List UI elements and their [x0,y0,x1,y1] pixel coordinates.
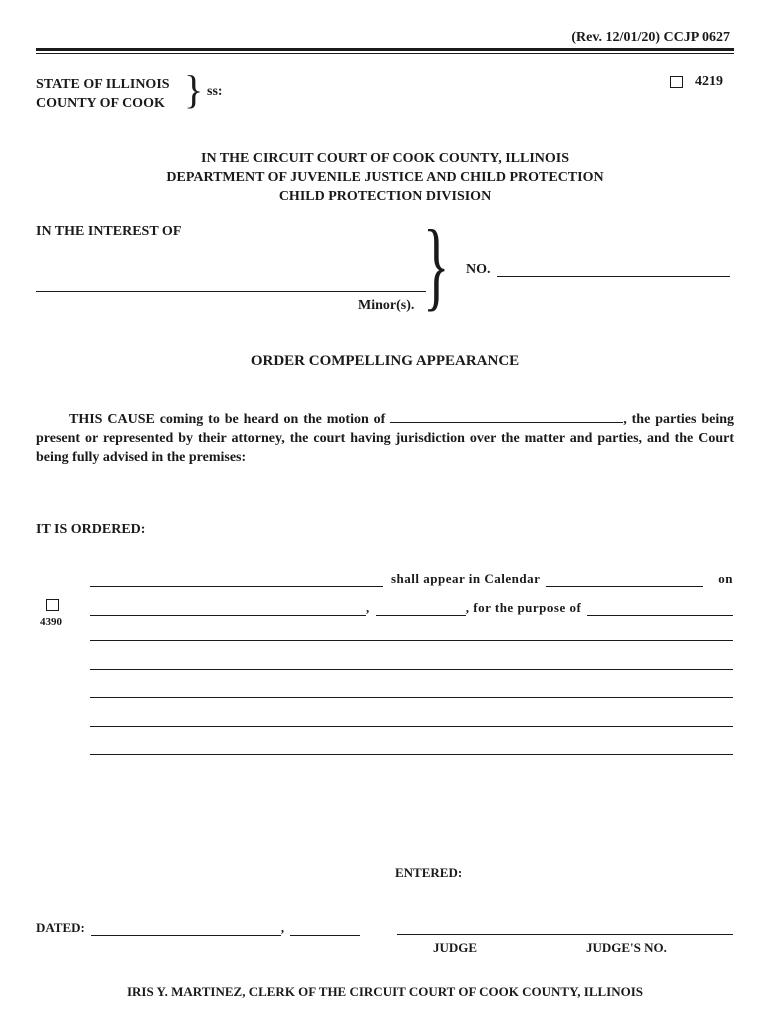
purpose-field[interactable] [587,603,733,616]
court-heading-line2: DEPARTMENT OF JUVENILE JUSTICE AND CHILD PROTECTION [166,170,604,185]
venue-block [36,75,170,113]
minor-name-field[interactable] [36,291,426,292]
purpose-line-1[interactable] [90,640,733,641]
caption-brace: } [423,209,450,320]
calendar-field[interactable] [546,574,703,587]
court-heading-line3: CHILD PROTECTION DIVISION [278,189,492,204]
venue-brace: } [184,67,204,112]
judge-signature-field[interactable] [397,934,733,935]
code-4219-label: 4219 [695,74,723,89]
state-line: STATE OF ILLINOIS [36,77,170,92]
purpose-line-3[interactable] [90,697,733,698]
purpose-line-4[interactable] [90,726,733,727]
on-text: on [718,571,733,586]
appear-text: shall appear in Calendar [391,571,541,586]
dated-comma: , [280,920,285,935]
dated-day-field[interactable] [91,923,281,936]
in-interest-of-label: IN THE INTEREST OF [36,224,182,239]
para-text-rest: , the parties being present or represented by their attorney, the court having jurisdiction over the matter and parties, and the Court being fully advised in the premises: [36,412,734,465]
appearing-party-field[interactable] [90,574,383,587]
order-title: ORDER COMPELLING APPEARANCE [250,353,520,369]
code-4219-checkbox[interactable] [670,76,683,88]
minors-label: Minor(s). [358,298,415,313]
case-number-field[interactable] [497,276,730,277]
header-rule [36,48,734,51]
purpose-line-2[interactable] [90,669,733,670]
judge-label: JUDGE [433,940,478,955]
appearance-row [90,571,733,587]
purpose-text: , for the purpose of [465,600,582,615]
order-paragraph [36,410,734,467]
court-heading-line1: IN THE CIRCUIT COURT OF COOK COUNTY, ILLINOIS [201,151,569,166]
ss-label: ss: [207,84,223,99]
date-comma: , [366,600,370,615]
dated-row [36,920,360,936]
appearance-time-field[interactable] [376,603,466,616]
purpose-row [90,600,733,616]
purpose-line-5[interactable] [90,754,733,755]
para-text-start: THIS CAUSE coming to be heard on the motion of [69,412,386,427]
dated-label: DATED: [36,920,85,935]
it-is-ordered-label: IT IS ORDERED: [36,522,146,537]
entered-label: ENTERED: [395,865,463,880]
case-number-label: NO. [466,262,491,277]
appearance-date-field[interactable] [90,603,366,616]
header-rule-thin [36,53,734,54]
judge-number-label: JUDGE'S NO. [586,940,667,955]
form-revision: (Rev. 12/01/20) CCJP 0627 [571,30,730,45]
clerk-footer: IRIS Y. MARTINEZ, CLERK OF THE CIRCUIT COURT OF COOK COUNTY, ILLINOIS [126,984,644,999]
county-line: COUNTY OF COOK [36,96,165,111]
dated-year-field[interactable] [290,923,360,936]
code-4390-label: 4390 [40,616,62,628]
code-4390-checkbox[interactable] [46,599,59,611]
motion-party-field[interactable] [390,410,623,423]
